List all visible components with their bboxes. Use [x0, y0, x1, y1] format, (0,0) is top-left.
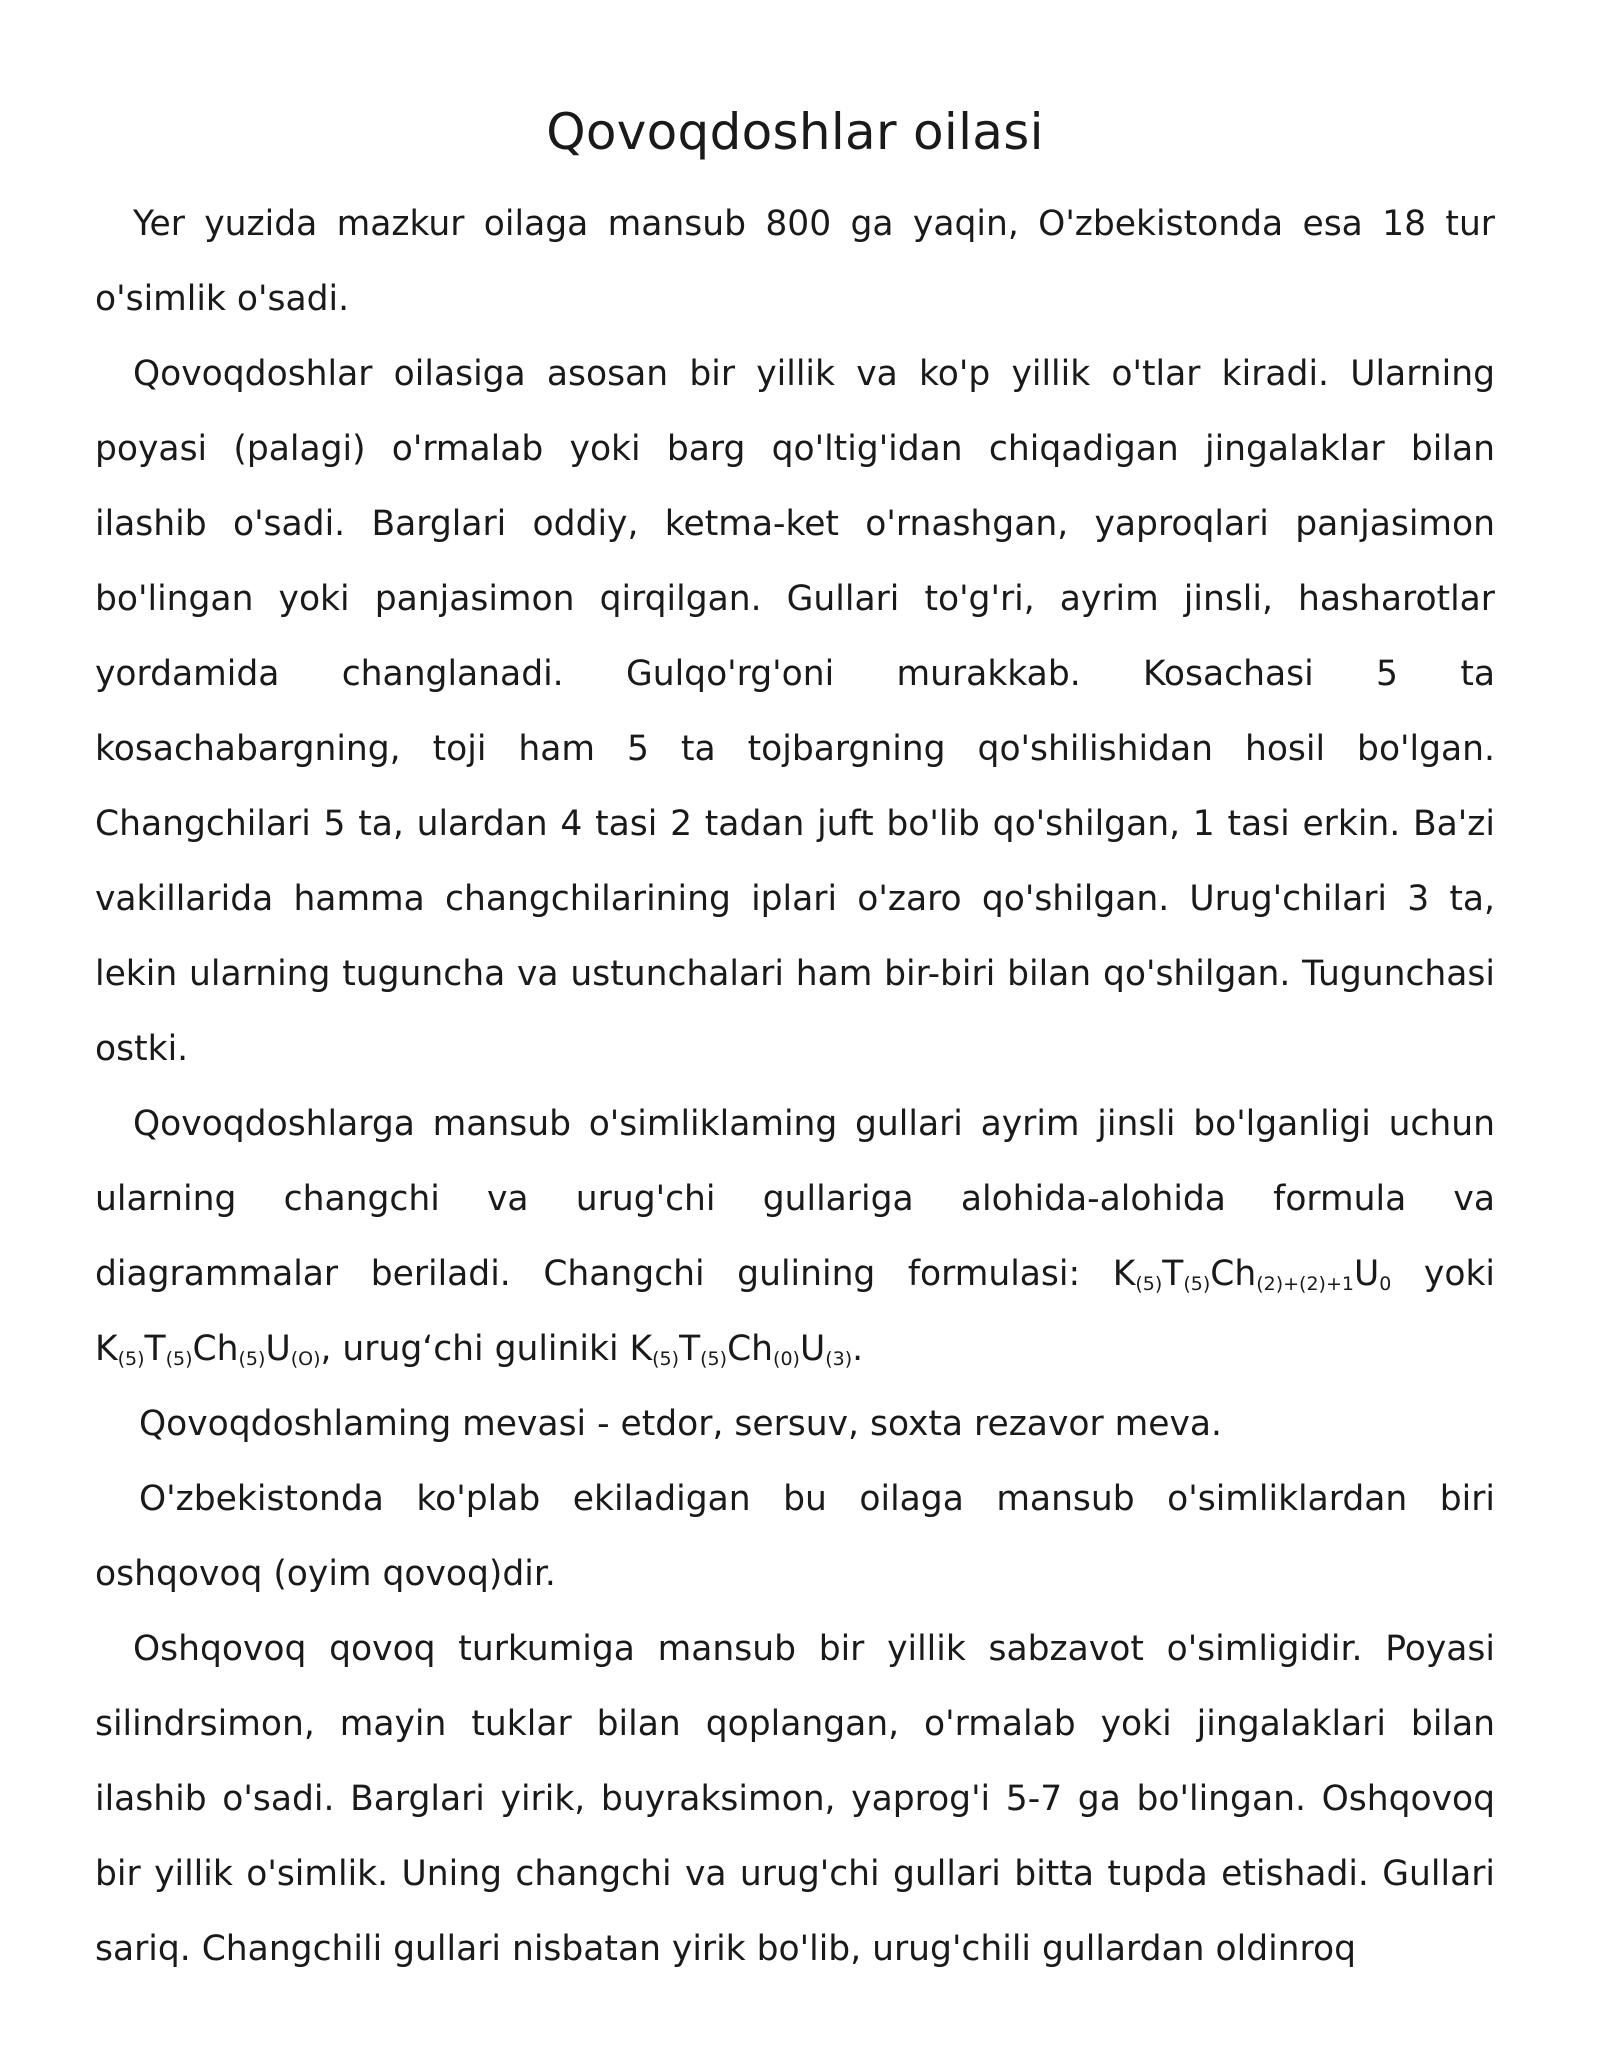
- paragraph-2: Qovoqdoshlar oilasiga asosan bir yillik va ko'p yillik o'tlar kiradi. Ularning poyasi (palagi) o'rmalab yoki barg qo'ltig'idan chiqadigan jingalaklar bilan ilashib o'sadi. Barglari oddiy, ketma-ket o'rnashgan, yaproqlari panjasimon bo'lingan yoki panjasimon qirqilgan. Gullari to'g'ri, ayrim jinsli, hasharotlar yordamida changlanadi. Gulqo'rg'oni murakkab. Kosachasi 5 ta kosachabargning, toji ham 5 ta tojbargning qo'shilishidan hosil bo'lgan. Changchilari 5 ta, ulardan 4 tasi 2 tadan juft bo'lib qo'shilgan, 1 tasi erkin. Ba'zi vakillarida hamma changchilarining iplari o'zaro qo'shilgan. Urug'chilari 3 ta, lekin ularning tuguncha va ustunchalari ham bir-biri bilan qo'shilgan. Tugunchasi ostki.: [95, 354, 1495, 1069]
- paragraph-5: O'zbekistonda ko'plab ekiladigan bu oilaga mansub o'simliklardan biri oshqovoq (oyim qovoq)dir.: [95, 1479, 1495, 1594]
- formula-pistillate: $K_{(5)}T_{(5)}Ch_{(0)}U_{(3)}$: [629, 1329, 853, 1370]
- paragraph-3-mid: , urug‘chi guliniki: [320, 1329, 630, 1369]
- paragraph-4: Qovoqdoshlaming mevasi - etdor, sersuv, soxta rezavor meva.: [139, 1404, 1222, 1444]
- paragraph-3: [95, 1087, 1495, 1387]
- paragraph-1: Yer yuzida mazkur oilaga mansub 800 ga yaqin, O'zbekistonda esa 18 tur o'simlik o'sadi.: [95, 204, 1495, 319]
- paragraph-6: Oshqovoq qovoq turkumiga mansub bir yillik sabzavot o'simligidir. Poyasi silindrsimon, mayin tuklar bilan qoplangan, o'rmalab yoki jingalaklari bilan ilashib o'sadi. Barglari yirik, buyraksimon, yaprog'i 5-7 ga bo'lingan. Oshqovoq bir yillik o'simlik. Uning changchi va urug'chi gullari bitta tupda etishadi. Gullari sariq. Changchili gullari nisbatan yirik bo'lib, urug'chili gullardan oldinroq: [95, 1629, 1495, 1969]
- paragraph-3-intro: Qovoqdoshlarga mansub o'simliklaming gullari ayrim jinsli bo'lganligi uchun ularning changchi va urug'chi gullariga alohida-alohida formula va diagrammalar beriladi. Changchi gulining formulasi:: [95, 1104, 1495, 1294]
- formula-staminate-2: $K_{(5)}T_{(5)}Ch_{(5)}U_{(O)}$: [95, 1329, 321, 1370]
- document-title: Qovoqdoshlar oilasi: [546, 103, 1044, 161]
- paragraph-3-end: .: [852, 1329, 864, 1369]
- document-page: [95, 95, 1495, 1987]
- paragraph-3-yoki: yoki: [1391, 1254, 1496, 1294]
- formula-staminate-1: $K_{(5)}T_{(5)}Ch_{(2)+(2)+1}U_0$: [1112, 1254, 1392, 1295]
